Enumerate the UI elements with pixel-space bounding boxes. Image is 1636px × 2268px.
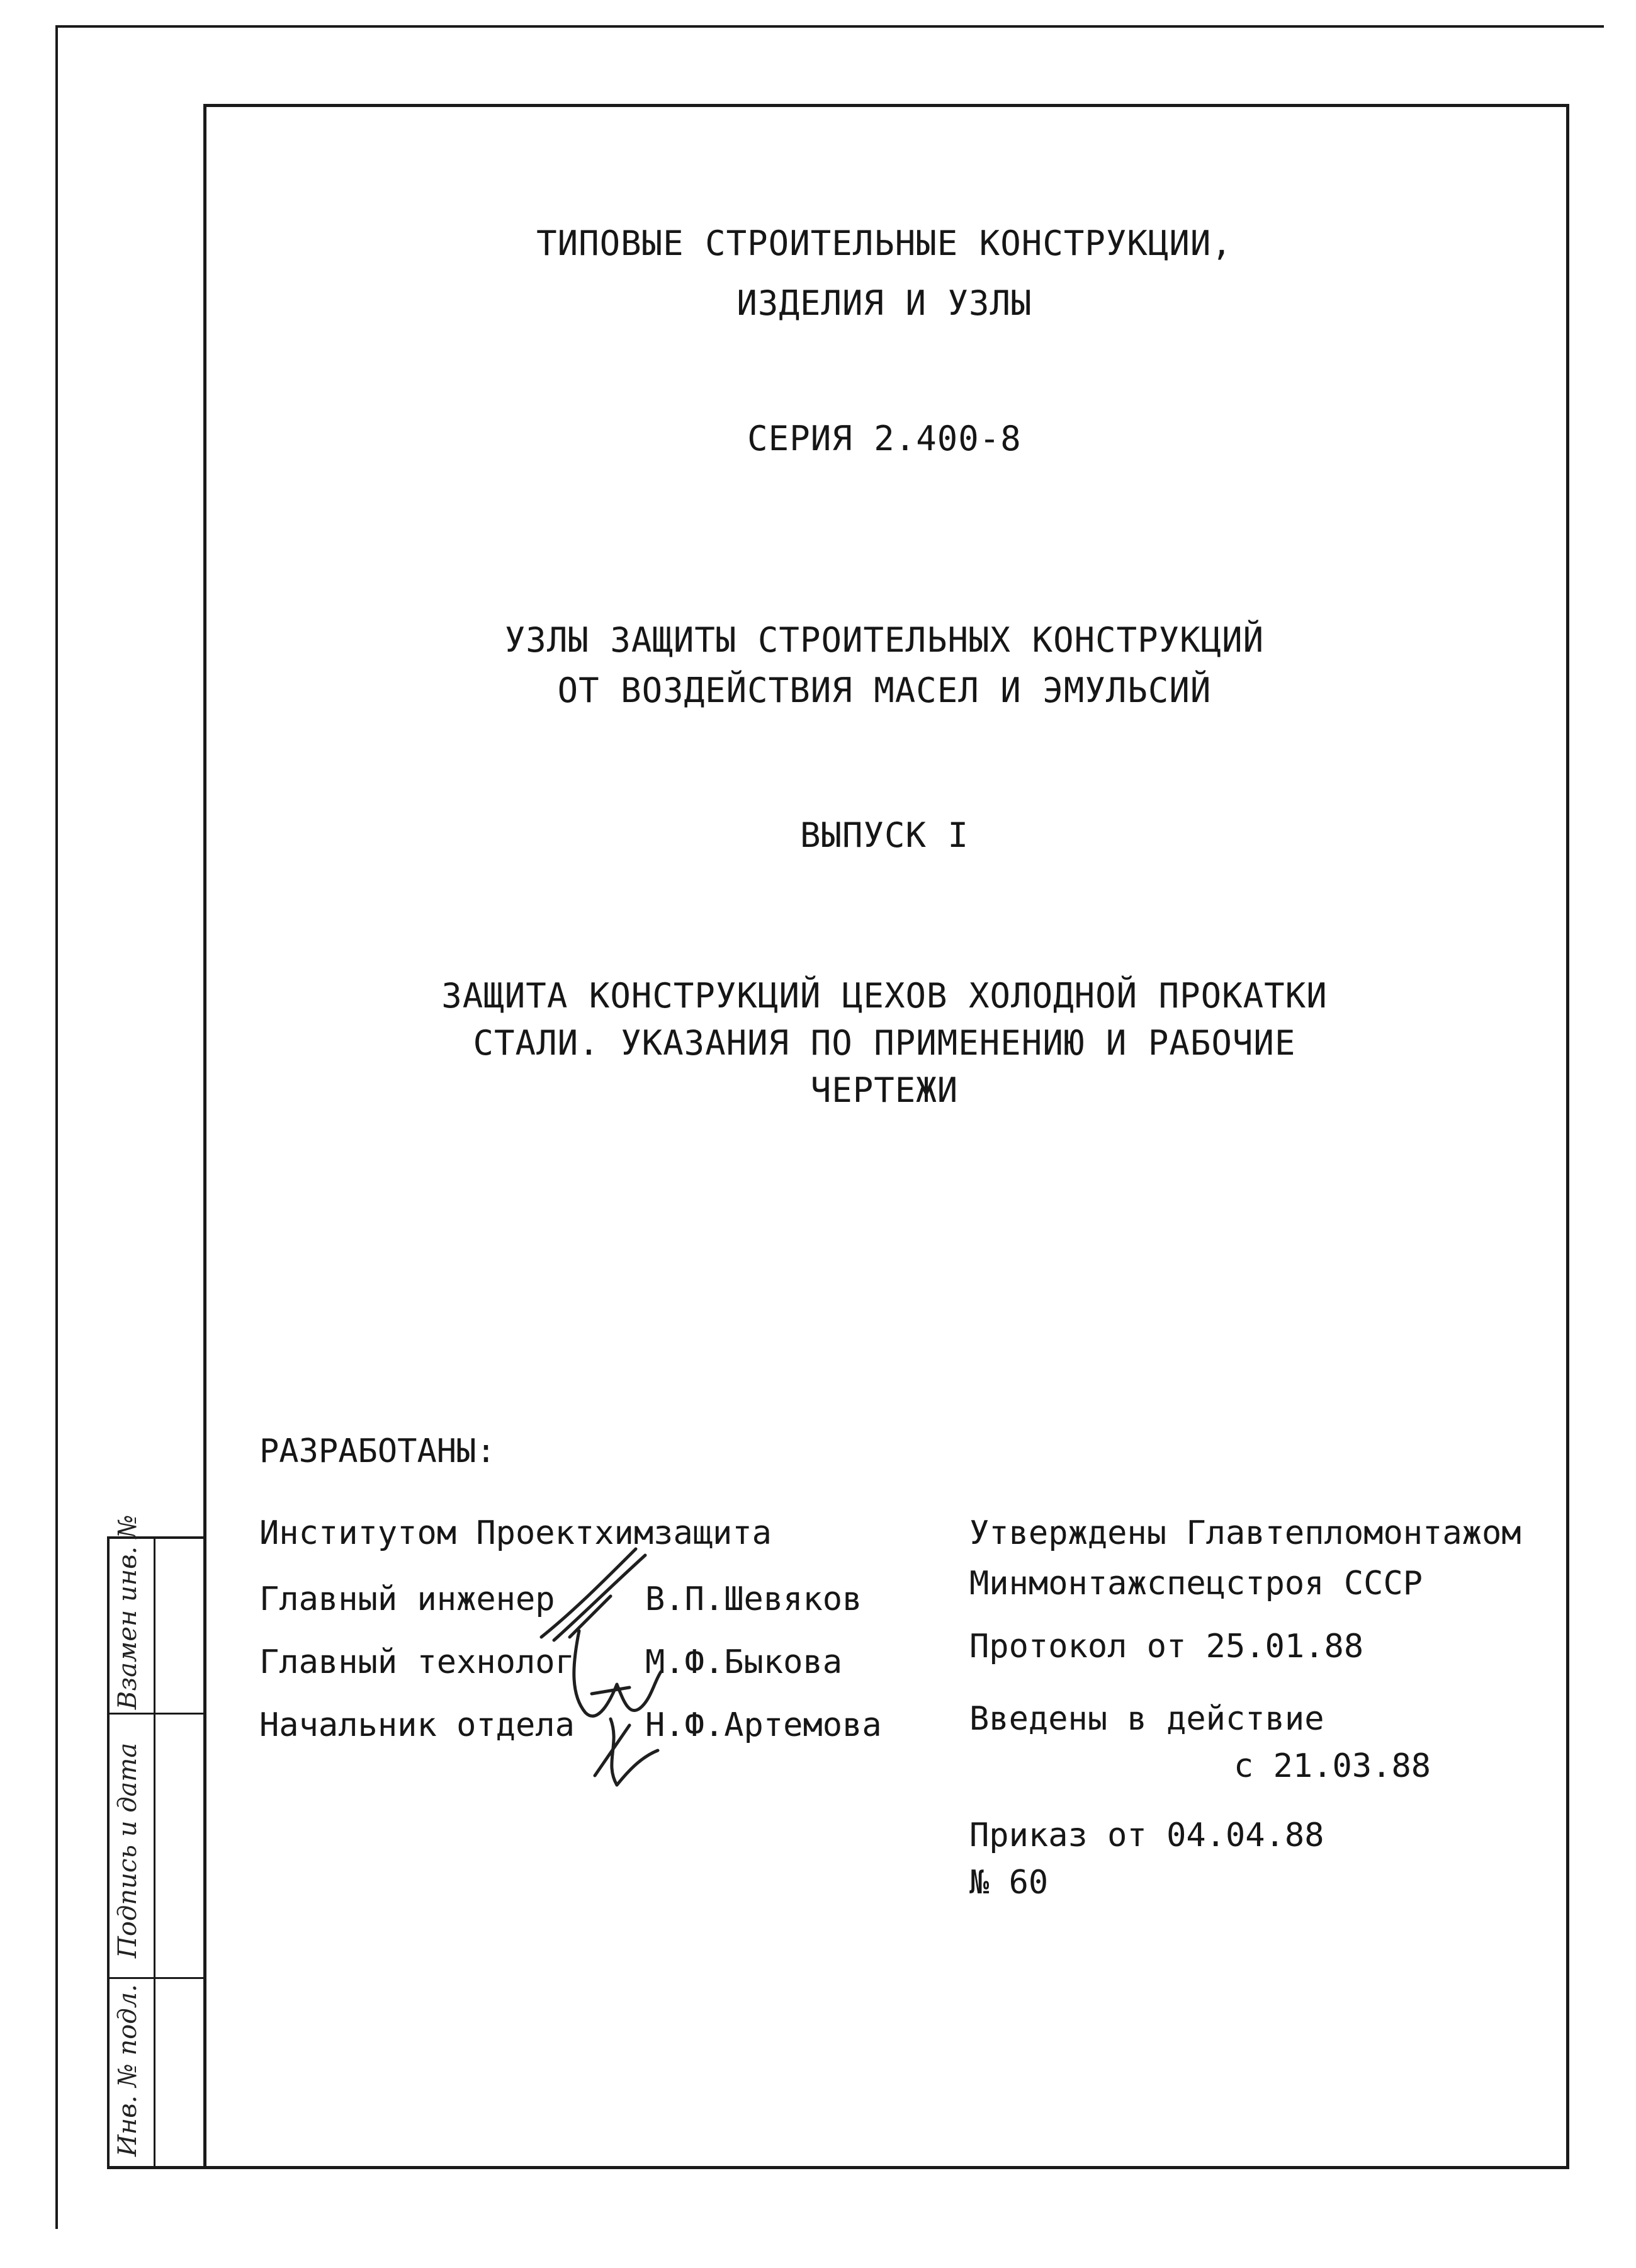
stamp-signature-date-label: Подпись и дата bbox=[113, 1742, 142, 1958]
signature-scribble bbox=[535, 1536, 686, 1801]
dept-head-name: Н.Ф.Артемова bbox=[645, 1706, 882, 1744]
protocol: Протокол от 25.01.88 bbox=[969, 1628, 1364, 1665]
series-heading: СЕРИЯ 2.400-8 bbox=[747, 419, 1022, 458]
issue-title-line2: СТАЛИ. УКАЗАНИЯ ПО ПРИМЕНЕНИЮ И РАБОЧИЕ bbox=[473, 1023, 1296, 1063]
approved-line2: Минмонтажспецстроя СССР bbox=[969, 1565, 1423, 1602]
stamp-replaces-inv-label: Взамен инв. № bbox=[113, 1514, 142, 1710]
issue-heading: ВЫПУСК I bbox=[799, 815, 969, 855]
frame-right bbox=[1566, 104, 1569, 2169]
order-line: Приказ от 04.04.88 bbox=[969, 1817, 1324, 1854]
stamp-inv-original-label: Инв. № подл. bbox=[113, 1984, 142, 2157]
effective-date: с 21.03.88 bbox=[1234, 1747, 1431, 1785]
effective-label: Введены в действие bbox=[969, 1700, 1324, 1738]
dept-head-label: Начальник отдела bbox=[259, 1706, 575, 1744]
chief-technologist-label: Главный технолог bbox=[259, 1643, 575, 1681]
issue-title-line3: ЧЕРТЕЖИ bbox=[810, 1070, 959, 1110]
order-number: № 60 bbox=[969, 1864, 1049, 1902]
chief-engineer-name: В.П.Шевяков bbox=[645, 1580, 862, 1618]
frame-bottom bbox=[107, 2166, 1569, 2169]
outer-frame-left bbox=[55, 25, 58, 2229]
title-line1: ТИПОВЫЕ СТРОИТЕЛЬНЫЕ КОНСТРУКЦИИ, bbox=[536, 224, 1233, 263]
frame-top bbox=[203, 104, 1569, 107]
outer-frame-top bbox=[55, 25, 1604, 28]
developed-heading: РАЗРАБОТАНЫ: bbox=[259, 1432, 496, 1470]
chief-engineer-label: Главный инженер bbox=[259, 1580, 555, 1618]
title-line2: ИЗДЕЛИЯ И УЗЛЫ bbox=[736, 283, 1032, 323]
chief-technologist-name: М.Ф.Быкова bbox=[645, 1643, 843, 1681]
subject-line2: ОТ ВОЗДЕЙСТВИЯ МАСЕЛ И ЭМУЛЬСИЙ bbox=[557, 671, 1212, 710]
issue-title-line1: ЗАЩИТА КОНСТРУКЦИЙ ЦЕХОВ ХОЛОДНОЙ ПРОКАТКИ bbox=[441, 976, 1328, 1016]
frame-left bbox=[203, 104, 206, 2169]
developer-institute: Институтом Проектхимзащита bbox=[259, 1514, 772, 1552]
subject-line1: УЗЛЫ ЗАЩИТЫ СТРОИТЕЛЬНЫХ КОНСТРУКЦИЙ bbox=[504, 620, 1265, 660]
approved-line1: Утверждены Главтепломонтажом bbox=[969, 1514, 1521, 1552]
